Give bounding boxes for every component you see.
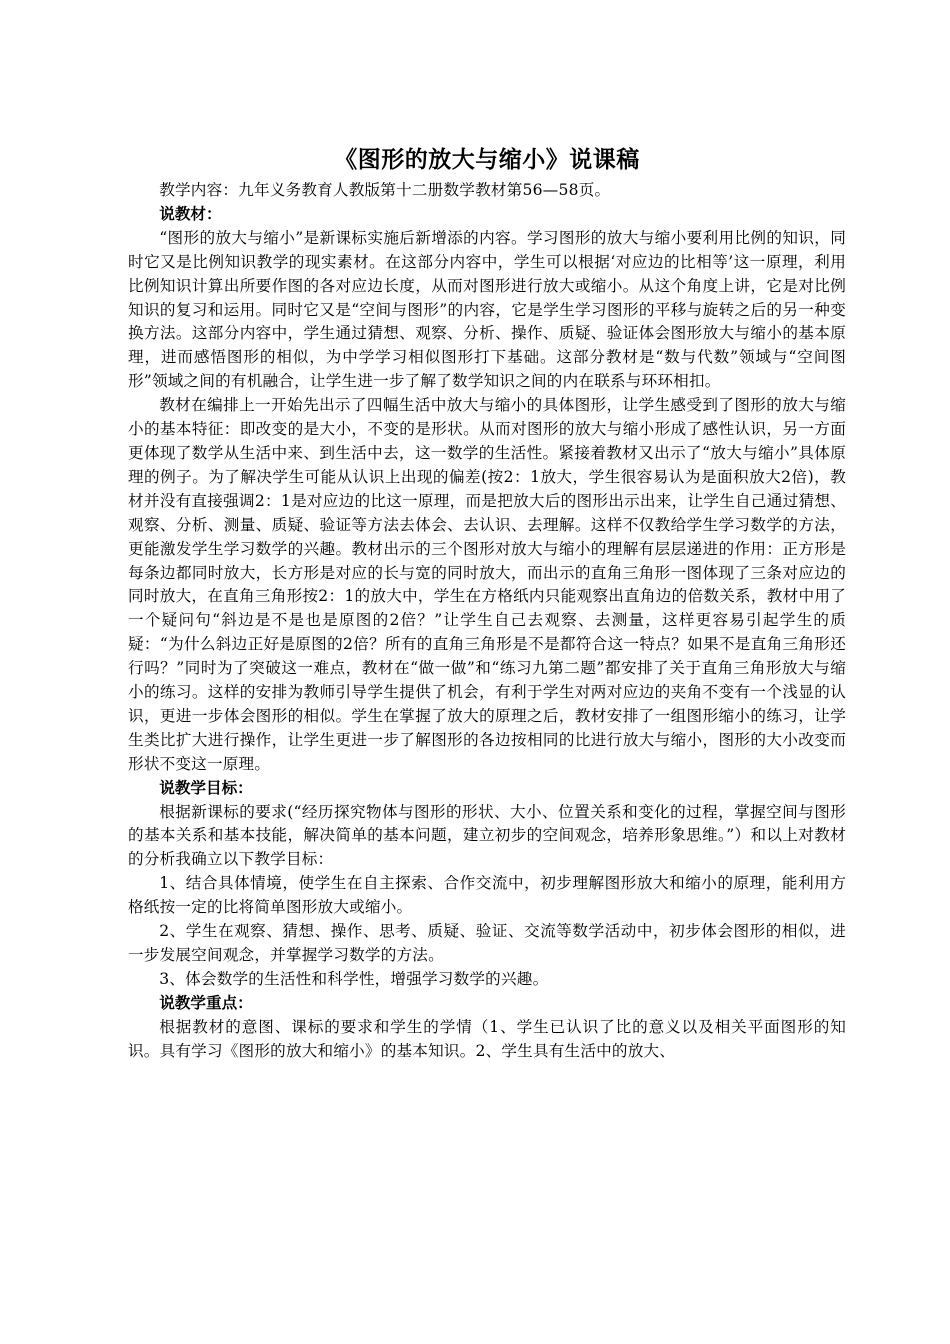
goal-item-2: 2、学生在观察、猜想、操作、思考、质疑、验证、交流等数学活动中，初步体会图形的相似，进一步发展空间观念，并掌握学习数学的方法。 bbox=[128, 922, 846, 964]
paragraph-textbook-arrangement: 教材在编排上一开始先出示了四幅生活中放大与缩小的具体图形，让学生感受到了图形的放大与缩小的基本特征：即改变的是大小，不变的是形状。从而对图形的放大与缩小形成了感性认识，另一方面更体现了数学从生活中来、到生活中去，这一数学的生活性。紧接着教材又出示了“放大与缩小”具体原理的例子。为了解决学生可能从认识上出现的偏差(按2：1放大，学生很容易认为是面积放大2倍)，教材并没有直接强调2：1是对应边的比这一原理，而是把放大后的图形出示出来，让学生自己通过猜想、观察、分析、测量、质疑、验证等方法去体会、去认识、去理解。这样不仅教给学生学习数学的方法，更能激发学生学习数学的兴趣。教材出示的三个图形对放大与缩小的理解有层层递进的作用：正方形是每条边都同时放大，长方形是对应的长与宽的同时放大，而出示的直角三角形一图体现了三条对应边的同时放大，在直角三角形按2：1的放大中，学生在方格纸内只能观察出直角边的倍数关系，教材中用了一个疑问句“斜边是不是也是原图的2倍？”让学生自己去观察、去测量，这样更容易引起学生的质疑：“为什么斜边正好是原图的2倍？所有的直角三角形是不是都符合这一特点？如果不是直角三角形还行吗？”同时为了突破这一难点，教材在“做一做”和“练习九第二题”都安排了关于直角三角形放大与缩小的练习。这样的安排为教师引导学生提供了机会，有利于学生对两对应边的夹角不变有一个浅显的认识，更进一步体会图形的相似。学生在掌握了放大的原理之后，教材安排了一组图形缩小的练习，让学生类比扩大进行操作，让学生更进一步了解图形的各边按相同的比进行放大与缩小，图形的大小改变而形状不变这一原理。 bbox=[128, 396, 846, 773]
paragraph-key-points: 根据教材的意图、课标的要求和学生的学情（1、学生已认识了比的意义以及相关平面图形的知识。具有学习《图形的放大和缩小》的基本知识。2、学生具有生活中的放大、 bbox=[128, 1017, 846, 1060]
goal-item-1: 1、结合具体情境，使学生在自主探索、合作交流中，初步理解图形放大和缩小的原理，能利用方格纸按一定的比将简单图形放大或缩小。 bbox=[128, 874, 846, 917]
paragraph-textbook-intro: “图形的放大与缩小”是新课标实施后新增添的内容。学习图形的放大与缩小要利用比例的知识，同时它又是比例知识教学的现实素材。在这部分内容中，学生可以根据‘对应边的比相等’这一原理，利用比例知识计算出所要作图的各对应边长度，从而对图形进行放大或缩小。从这个角度上讲，它是对比例知识的复习和运用。同时它又是“空间与图形”的内容，它是学生学习图形的平移与旋转之后的另一种变换方法。这部分内容中，学生通过猜想、观察、分析、操作、质疑、验证体会图形放大与缩小的基本原理，进而感悟图形的相似，为中学学习相似图形打下基础。这部分教材是“数与代数”领域与“空间图形”领域之间的有机融合，让学生进一步了解了数学知识之间的内在联系与环环相扣。 bbox=[128, 228, 846, 391]
heading-key-points: 说教学重点： bbox=[159, 993, 253, 1012]
document-title: 《图形的放大与缩小》说课稿 bbox=[334, 147, 640, 173]
heading-teaching-goals: 说教学目标： bbox=[159, 778, 253, 797]
paragraph-goals-intro: 根据新课标的要求(“经历探究物体与图形的形状、大小、位置关系和变化的过程，掌握空间与图形的基本关系和基本技能，解决简单的基本问题，建立初步的空间观念，培养形象思维。”）和以上对教材的分析我确立以下教学目标： bbox=[128, 802, 846, 869]
goal-item-3: 3、体会数学的生活性和科学性，增强学习数学的兴趣。 bbox=[159, 969, 549, 988]
document-page bbox=[128, 143, 846, 1064]
heading-textbook: 说教材： bbox=[159, 204, 222, 223]
teaching-content-line: 教学内容：九年义务教育人教版第十二册数学教材第56—58页。 bbox=[159, 181, 611, 199]
